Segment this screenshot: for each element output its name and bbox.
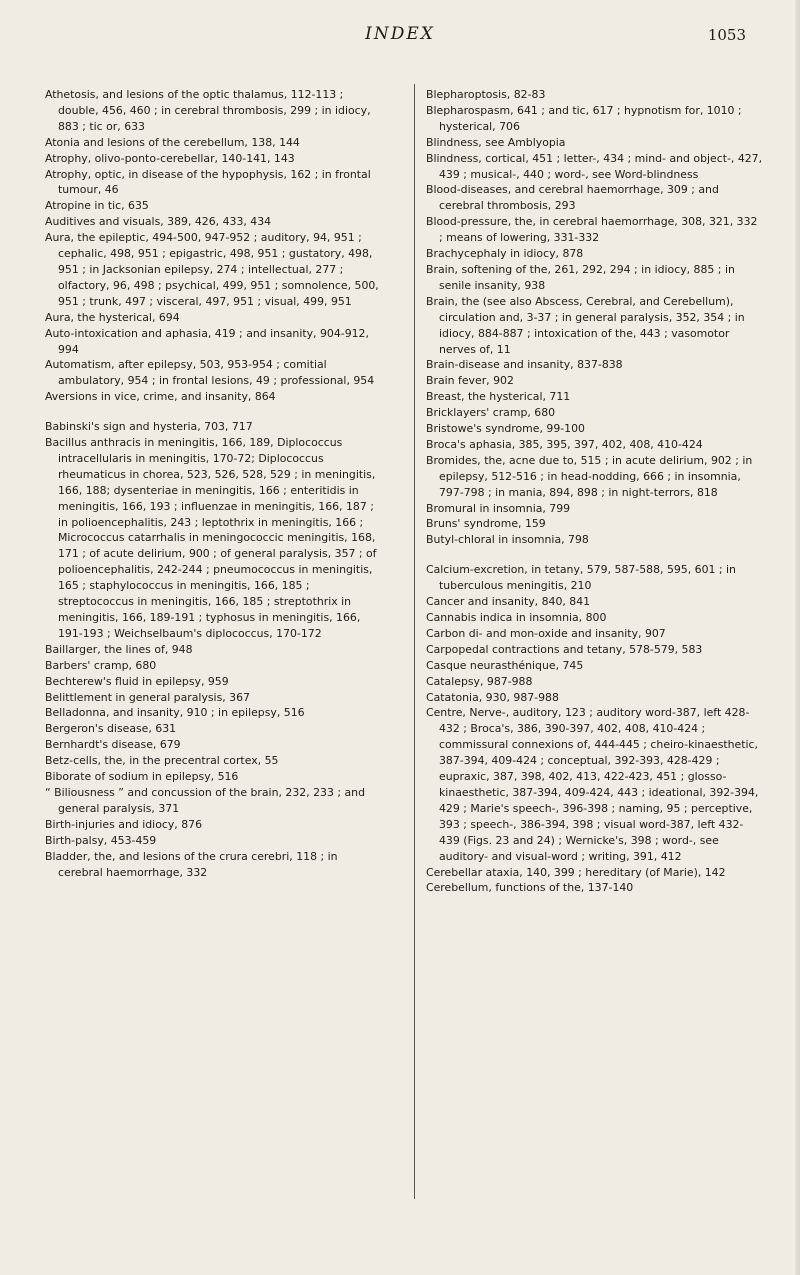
index-entry: Auditives and visuals, 389, 426, 433, 434: [45, 215, 272, 229]
page-header: [0, 18, 800, 58]
index-entry: Blindness, cortical, 451 ; letter-, 434 ; mind- and object-, 427, 439 ; musical-, 440 ; word-, see Word-blindness: [426, 151, 763, 181]
index-entry: Bacillus anthracis in meningitis, 166, 189, Diplococcus intracellularis in meningitis, 170-72; Diplococcus rheumaticus in chorea, 523, 526, 528, 529 ; in meningitis, 166, 188; dysenteriae in meningitis, 166 ; enteritidis in meningitis, 166, 193 ; influenzae in meningitis, 166, 187 ; in polioencephalitis, 243 ; leptothrix in meningitis, 166 ; Micrococcus catarrhalis in meningococcic meningitis, 168, 171 ; of acute delirium, 900 ; of general paralysis, 357 ; of polioencephalitis, 242-244 ; pneumococcus in meningitis, 165 ; staphylococcus in meningitis, 166, 185 ; streptococcus in meningitis, 166, 185 ; streptothrix in meningitis, 166, 189-191 ; typhosus in meningitis, 166, 191-193 ; Weichselbaum's diplococcus, 170-172: [45, 436, 377, 640]
index-entry: Cannabis indica in insomnia, 800: [426, 611, 607, 624]
index-entry: Birth-palsy, 453-459: [45, 833, 157, 847]
index-entry: Bladder, the, and lesions of the crura cerebri, 118 ; in cerebral haemorrhage, 332: [45, 849, 338, 879]
index-entry: Casque neurasthénique, 745: [426, 658, 584, 672]
page-edge: [795, 0, 800, 1275]
index-entry: Bristowe's syndrome, 99-100: [426, 422, 585, 436]
index-entry: Carbon di- and mon-oxide and insanity, 907: [426, 626, 666, 640]
index-entry: Brain, softening of the, 261, 292, 294 ; in idiocy, 885 ; in senile insanity, 938: [426, 262, 735, 292]
column-divider: [414, 84, 415, 1199]
index-entry: Cerebellum, functions of the, 137-140: [426, 881, 634, 895]
index-entry: Baillarger, the lines of, 948: [45, 642, 193, 656]
index-entry: Bromides, the, acne due to, 515 ; in acute delirium, 902 ; in epilepsy, 512-516 ; in head-nodding, 666 ; in insomnia, 797-798 ; in mania, 894, 898 ; in night-terrors, 818: [426, 453, 753, 499]
index-entry: Athetosis, and lesions of the optic thalamus, 112-113 ; double, 456, 460 ; in cerebral thrombosis, 299 ; in idiocy, 883 ; tic or, 633: [45, 88, 371, 133]
index-entry: Atrophy, olivo-ponto-cerebellar, 140-141, 143: [45, 151, 295, 165]
index-entry: Atropine in tic, 635: [45, 199, 149, 213]
index-entry: Birth-injuries and idiocy, 876: [45, 817, 202, 831]
index-entry: Aura, the epileptic, 494-500, 947-952 ; auditory, 94, 951 ; cephalic, 498, 951 ; epigastric, 498, 951 ; gustatory, 498, 951 ; in Jacksonian epilepsy, 274 ; intellectual, 277 ; olfactory, 96, 498 ; psychical, 499, 951 ; somnolence, 500, 951 ; trunk, 497 ; visceral, 497, 951 ; visual, 499, 951: [45, 231, 379, 308]
index-entry: Cancer and insanity, 840, 841: [426, 595, 591, 609]
index-entry: Automatism, after epilepsy, 503, 953-954 ; comitial ambulatory, 954 ; in frontal lesions, 49 ; professional, 954: [45, 358, 375, 388]
index-entry: Biborate of sodium in epilepsy, 516: [45, 770, 239, 784]
index-entry: Aura, the hysterical, 694: [45, 310, 180, 324]
index-entry: Brachycephaly in idiocy, 878: [426, 247, 584, 261]
index-column-right: [426, 87, 764, 896]
index-entry: Butyl-chloral in insomnia, 798: [426, 533, 589, 547]
index-entry: Calcium-excretion, in tetany, 579, 587-588, 595, 601 ; in tuberculous meningitis, 210: [426, 563, 736, 593]
index-entry: Brain, the (see also Abscess, Cerebral, and Cerebellum), circulation and, 3-37 ; in general paralysis, 352, 354 ; in idiocy, 884-887 ; intoxication of the, 443 ; vasomotor nerves of, 11: [426, 294, 745, 356]
index-entry: Breast, the hysterical, 711: [426, 390, 571, 404]
index-entry: Blood-diseases, and cerebral haemorrhage, 309 ; and cerebral thrombosis, 293: [426, 183, 719, 213]
index-entry: Cerebellar ataxia, 140, 399 ; hereditary (of Marie), 142: [426, 865, 726, 879]
index-column-left: [45, 87, 379, 880]
index-entry: Blindness, see Amblyopia: [426, 135, 566, 149]
page-number: 1053: [707, 26, 746, 44]
index-entry: Centre, Nerve-, auditory, 123 ; auditory word-387, left 428-432 ; Broca's, 386, 390-397, 402, 408, 410-424 ; commissural connexions of, 444-445 ; cheiro-kinaesthetic, 387-394, 409-424 ; conceptual, 392-393, 428-429 ; eupraxic, 387, 398, 402, 413, 422-423, 451 ; glosso-kinaesthetic, 387-394, 409-424, 443 ; ideational, 392-394, 429 ; Marie's speech-, 396-398 ; naming, 95 ; perceptive, 393 ; speech-, 386-394, 398 ; visual word-387, left 432-439 (Figs. 23 and 24) ; Wernicke's, 398 ; word-, see auditory- and visual-word ; writing, 391, 412: [426, 706, 759, 863]
index-entry: Atrophy, optic, in disease of the hypophysis, 162 ; in frontal tumour, 46: [45, 167, 371, 197]
index-entry: Blepharoptosis, 82-83: [426, 88, 546, 101]
index-entry: Catatonia, 930, 987-988: [426, 690, 559, 704]
index-entry: Carpopedal contractions and tetany, 578-579, 583: [426, 642, 703, 656]
index-entry: Betz-cells, the, in the precentral cortex, 55: [45, 754, 279, 768]
index-entry: Barbers' cramp, 680: [45, 658, 157, 672]
index-entry: Bromural in insomnia, 799: [426, 501, 571, 515]
index-entry: Blood-pressure, the, in cerebral haemorrhage, 308, 321, 332 ; means of lowering, 331-332: [426, 215, 758, 245]
running-head: INDEX: [365, 24, 435, 44]
index-entry: Auto-intoxication and aphasia, 419 ; and insanity, 904-912, 994: [45, 326, 369, 356]
index-entry: Atonia and lesions of the cerebellum, 138, 144: [45, 135, 300, 149]
index-entry: Babinski's sign and hysteria, 703, 717: [45, 420, 253, 434]
index-entry: Belladonna, and insanity, 910 ; in epilepsy, 516: [45, 706, 305, 720]
index-entry: Blepharospasm, 641 ; and tic, 617 ; hypnotism for, 1010 ; hysterical, 706: [426, 103, 742, 133]
index-entry: Bergeron's disease, 631: [45, 722, 177, 736]
index-entry: Bechterew's fluid in epilepsy, 959: [45, 674, 229, 688]
index-entry: Brain-disease and insanity, 837-838: [426, 358, 623, 372]
index-entry: Bruns' syndrome, 159: [426, 517, 546, 531]
index-entry: Brain fever, 902: [426, 374, 514, 388]
index-entry: Aversions in vice, crime, and insanity, 864: [45, 390, 276, 404]
index-entry: Broca's aphasia, 385, 395, 397, 402, 408, 410-424: [426, 437, 703, 451]
index-entry: Catalepsy, 987-988: [426, 674, 533, 688]
index-entry: Bricklayers' cramp, 680: [426, 406, 556, 420]
index-entry: Bernhardt's disease, 679: [45, 738, 181, 752]
index-entry: “ Biliousness ” and concussion of the brain, 232, 233 ; and general paralysis, 371: [45, 785, 365, 815]
index-entry: Belittlement in general paralysis, 367: [45, 690, 250, 704]
